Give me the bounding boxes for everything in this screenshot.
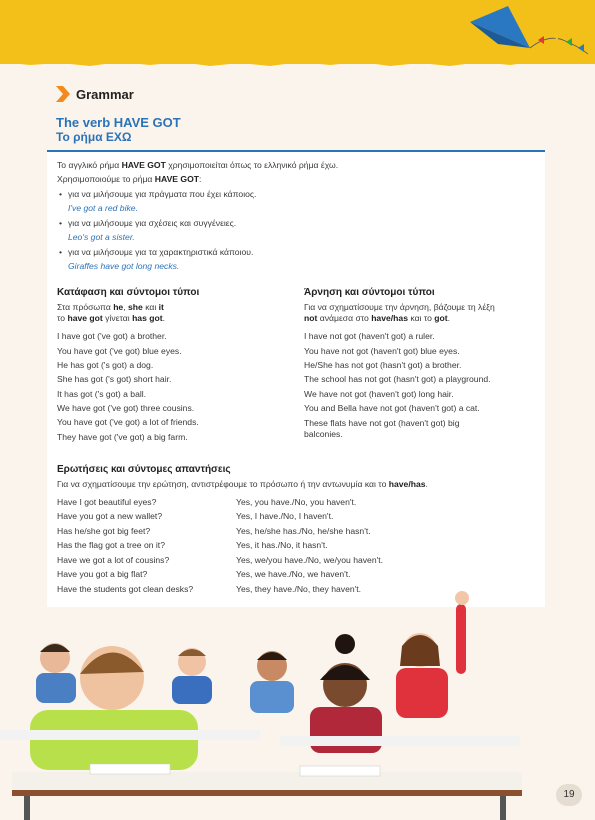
affirmative-line: She has got ('s got) short hair. — [57, 374, 172, 384]
negative-line: I have not got (haven't got) a ruler. — [304, 331, 435, 341]
affirmative-heading: Κατάφαση και σύντομοι τύποι — [57, 287, 200, 298]
answer: Yes, you have./No, you haven't. — [236, 497, 357, 507]
negative-line: These flats have not got (haven't got) big — [304, 418, 460, 428]
affirmative-line: They have got ('ve got) a big farm. — [57, 432, 188, 442]
page-title: The verb HAVE GOT — [56, 115, 181, 130]
classroom-photo — [0, 580, 595, 820]
negative-note: not ανάμεσα στο have/has και το got. — [304, 313, 451, 323]
chevron-right-icon — [56, 86, 70, 102]
question: Have we got a lot of cousins? — [57, 555, 170, 565]
section-title: Grammar — [76, 86, 134, 102]
negative-line: You have not got (haven't got) blue eyes. — [304, 346, 460, 356]
kite-illustration — [468, 4, 593, 66]
negative-line: You and Bella have not got (haven't got) a cat. — [304, 403, 480, 413]
question: Have I got beautiful eyes? — [57, 497, 157, 507]
affirmative-note: Στα πρόσωπα he, she και it — [57, 302, 164, 312]
question: Have the students got clean desks? — [57, 584, 194, 594]
answer: Yes, we/you have./No, we/you haven't. — [236, 555, 384, 565]
intro-line: Χρησιμοποιούμε το ρήμα HAVE GOT: — [57, 174, 202, 184]
question: Has he/she got big feet? — [57, 526, 151, 536]
negative-note: Για να σχηματίσουμε την άρνηση, βάζουμε τη λέξη — [304, 302, 495, 312]
page-subtitle: Το ρήμα ΕΧΩ — [56, 130, 132, 144]
affirmative-line: He has got ('s got) a dog. — [57, 360, 154, 370]
use-example: I've got a red bike. — [68, 203, 138, 213]
affirmative-line: You have got ('ve got) blue eyes. — [57, 346, 182, 356]
negative-heading: Άρνηση και σύντομοι τύποι — [304, 287, 435, 298]
negative-line: The school has not got (hasn't got) a playground. — [304, 374, 491, 384]
answer: Yes, he/she has./No, he/she hasn't. — [236, 526, 371, 536]
answer: Yes, it has./No, it hasn't. — [236, 540, 328, 550]
questions-note: Για να σχηματίσουμε την ερώτηση, αντιστρέφουμε το πρόσωπο ή την αντωνυμία και το have/has. — [57, 479, 428, 489]
affirmative-line: I have got ('ve got) a brother. — [57, 331, 167, 341]
use-example: Leo's got a sister. — [68, 232, 135, 242]
affirmative-line: You have got ('ve got) a lot of friends. — [57, 417, 199, 427]
use-item: • για να μιλήσουμε για πράγματα που έχει κάποιος. — [68, 189, 256, 200]
use-item: • για να μιλήσουμε για τα χαρακτηριστικά κάποιου. — [68, 247, 253, 258]
section-heading — [56, 86, 134, 102]
negative-line: balconies. — [304, 429, 343, 439]
questions-heading: Ερωτήσεις και σύντομες απαντήσεις — [57, 464, 231, 475]
affirmative-note: το have got γίνεται has got. — [57, 313, 166, 323]
affirmative-line: It has got ('s got) a ball. — [57, 389, 147, 399]
answer: Yes, I have./No, I haven't. — [236, 511, 334, 521]
negative-line: We have not got (haven't got) long hair. — [304, 389, 454, 399]
question: Has the flag got a tree on it? — [57, 540, 165, 550]
question: Have you got a new wallet? — [57, 511, 163, 521]
answer: Yes, we have./No, we haven't. — [236, 569, 351, 579]
affirmative-line: We have got ('ve got) three cousins. — [57, 403, 195, 413]
use-item: • για να μιλήσουμε για σχέσεις και συγγένειες. — [68, 218, 236, 229]
answer: Yes, they have./No, they haven't. — [236, 584, 362, 594]
question: Have you got a big flat? — [57, 569, 148, 579]
negative-line: He/She has not got (hasn't got) a brother. — [304, 360, 462, 370]
intro-line: Το αγγλικό ρήμα HAVE GOT χρησιμοποιείται όπως το ελληνικό ρήμα έχω. — [57, 160, 339, 170]
page-number: 19 — [556, 784, 582, 806]
use-example: Giraffes have got long necks. — [68, 261, 180, 271]
